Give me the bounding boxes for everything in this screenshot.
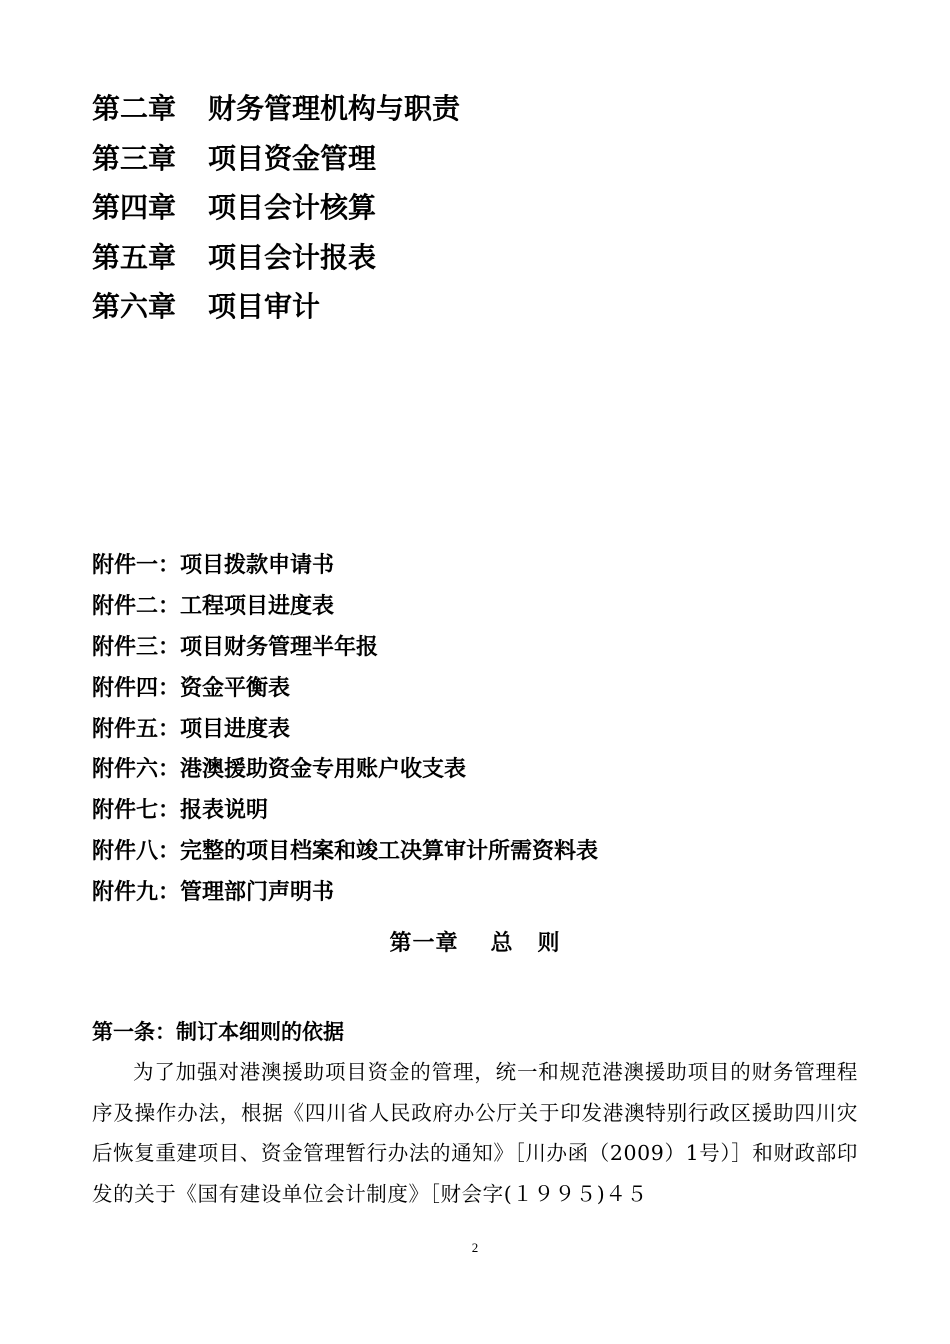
chapter-number: 第三章 [92, 141, 177, 175]
chapter-item [92, 86, 460, 136]
annex-item: 附件七：报表说明 [92, 798, 269, 824]
annex-item: 附件三：项目财务管理半年报 [92, 634, 379, 660]
page-number: 2 [471, 1240, 479, 1255]
chapter-title: 项目资金管理 [208, 141, 377, 175]
annex-item: 附件八：完整的项目档案和竣工决算审计所需资料表 [92, 839, 599, 865]
chapter-item [92, 284, 460, 334]
chapter-title: 项目审计 [208, 290, 321, 323]
annex-item: 附件二：工程项目进度表 [92, 593, 335, 619]
chapter-heading-title-part2: 则 [537, 931, 561, 956]
chapter-heading-number: 第一章 [389, 931, 459, 956]
annex-item: 附件五：项目进度表 [92, 716, 291, 742]
annex-item: 附件九：管理部门声明书 [92, 880, 335, 906]
annex-item: 附件一：项目拨款申请书 [92, 553, 335, 578]
chapter-number: 第五章 [92, 240, 177, 274]
chapter-item [92, 185, 460, 235]
article-body: 为了加强对港澳援助项目资金的管理，统一和规范港澳援助项目的财务管理程序及操作办法，根据《四川省人民政府办公厅关于印发港澳特别行政区援助四川灾后恢复重建项目、资金管理暂行办法的通知》［川办函（2009）1号）］和财政部印发的关于《国有建设单位会计制度》［财会字(１９９５)４５ [92, 1060, 858, 1206]
chapter-number: 第二章 [92, 92, 177, 125]
chapter-title: 项目会计报表 [208, 240, 377, 274]
chapter-list [92, 86, 460, 334]
chapter-title: 财务管理机构与职责 [208, 92, 461, 125]
chapter-title: 项目会计核算 [208, 191, 377, 224]
chapter-item [92, 235, 460, 285]
chapter-item [92, 136, 460, 186]
chapter-heading [0, 924, 950, 964]
chapter-number: 第四章 [92, 191, 177, 224]
chapter-number: 第六章 [92, 290, 177, 323]
annex-item: 附件四：资金平衡表 [92, 675, 291, 701]
annex-item: 附件六：港澳援助资金专用账户收支表 [92, 757, 467, 783]
chapter-heading-title-part1: 总 [490, 931, 514, 956]
annex-list [92, 546, 598, 914]
article-title: 第一条：制订本细则的依据 [92, 1020, 344, 1044]
